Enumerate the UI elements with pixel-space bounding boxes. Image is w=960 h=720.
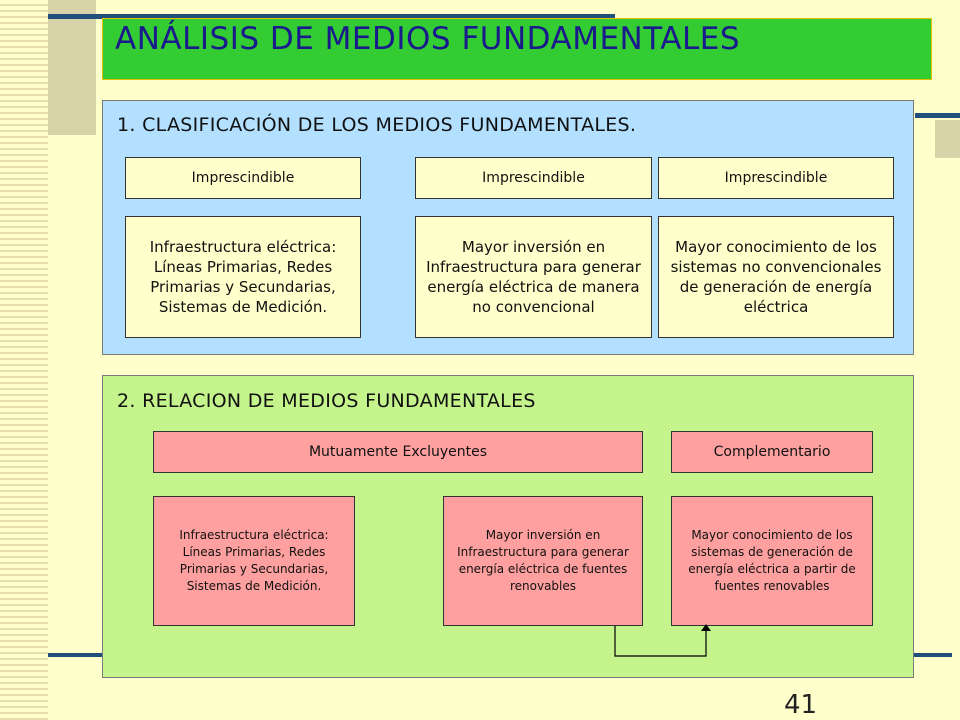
section1-item-1: Infraestructura eléctrica: Líneas Primarias, Redes Primarias y Secundarias, Sistemas de Medición. <box>125 216 361 338</box>
mutually-exclusive-header: Mutuamente Excluyentes <box>153 431 643 473</box>
section2-title: 2. RELACION DE MEDIOS FUNDAMENTALES <box>117 390 536 412</box>
slide-title: ANÁLISIS DE MEDIOS FUNDAMENTALES <box>115 21 740 57</box>
section1-item-2: Mayor inversión en Infraestructura para generar energía eléctrica de manera no convencional <box>415 216 652 338</box>
section1-header-1: Imprescindible <box>125 157 361 199</box>
section1-title: 1. CLASIFICACIÓN DE LOS MEDIOS FUNDAMENTALES. <box>117 114 637 136</box>
complementary-header: Complementario <box>671 431 873 473</box>
section1-header-3: Imprescindible <box>658 157 894 199</box>
connector-arrowhead <box>701 624 711 631</box>
section2-item-2: Mayor inversión en Infraestructura para generar energía eléctrica de fuentes renovables <box>443 496 643 626</box>
section2-item-1: Infraestructura eléctrica: Líneas Primarias, Redes Primarias y Secundarias, Sistemas de Medición. <box>153 496 355 626</box>
section1-item-3: Mayor conocimiento de los sistemas no convencionales de generación de energía eléctrica <box>658 216 894 338</box>
section1-header-2: Imprescindible <box>415 157 652 199</box>
connector-line <box>615 626 706 656</box>
page-number: 41 <box>784 690 818 720</box>
section2-item-3: Mayor conocimiento de los sistemas de generación de energía eléctrica a partir de fuentes renovables <box>671 496 873 626</box>
